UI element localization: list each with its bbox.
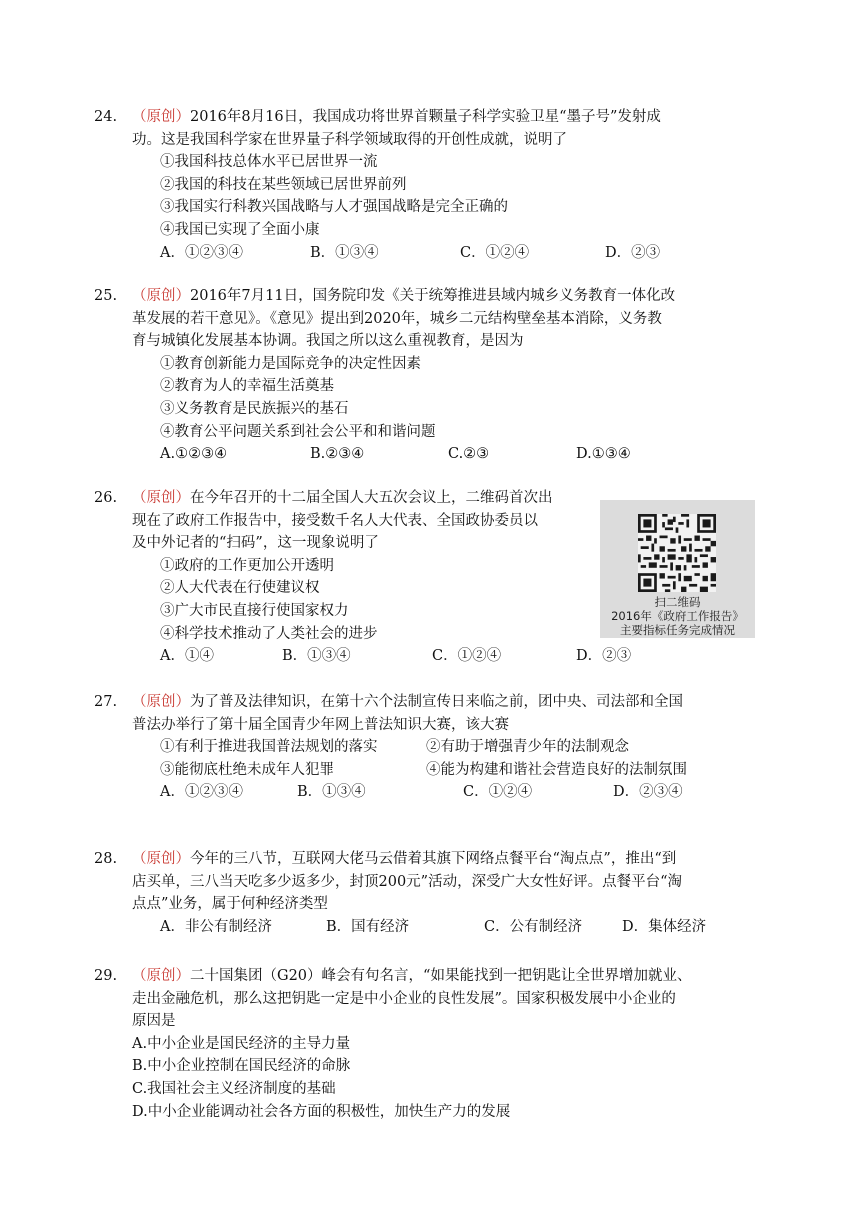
statement-item: ④教育公平问题关系到社会公平和和谐问题 (160, 423, 436, 440)
statement-item: ①有利于推进我国普法规划的落实 (160, 739, 378, 756)
statement-item: ②教育为人的幸福生活奠基 (160, 378, 334, 395)
qr-caption-line-3: 主要指标任务完成情况 (620, 623, 735, 637)
option-a: A．非公有制经济 (160, 918, 272, 935)
choice-d: D.中小企业能调动社会各方面的积极性，加快生产力的发展 (132, 1103, 511, 1120)
question-stem-line (94, 965, 742, 988)
stem-text: 普法办举行了第十届全国青少年网上普法知识大赛，该大赛 (132, 716, 509, 733)
original-tag: （原创） (132, 968, 190, 984)
question-27 (94, 691, 742, 804)
stem-text: 走出金融危机，那么这把钥匙一定是中小企业的良性发展”。国家积极发展中小企业的 (132, 990, 676, 1007)
statement-item: ③义务教育是民族振兴的基石 (160, 400, 349, 417)
qr-caption-line-1: 扫二维码 (654, 595, 701, 609)
stem-text: 现在了政府工作报告中，接受数千名人大代表、全国政协委员以 (132, 512, 538, 529)
statement-item: ③能彻底杜绝未成年人犯罪 (160, 761, 334, 778)
option-c: C．①②④ (463, 784, 533, 801)
statement-item: ①政府的工作更加公开透明 (160, 557, 334, 574)
original-tag: （原创） (132, 851, 190, 867)
option-a: A．①④ (160, 648, 214, 665)
option-c: C.②③ (448, 446, 490, 463)
stem-text: 店买单，三八当天吃多少返多少，封顶200元”活动，深受广大女性好评。点餐平台“淘 (132, 873, 682, 890)
question-24 (94, 106, 742, 264)
stem-text: 功。这是我国科学家在世界量子科学领域取得的开创性成就，说明了 (132, 131, 567, 148)
option-c: C．①②④ (432, 648, 502, 665)
statement-item: ③我国实行科教兴国战略与人才强国战略是完全正确的 (160, 199, 508, 216)
stem-text: 今年的三八节，互联网大佬马云借着其旗下网络点餐平台“淘点点”，推出“到 (190, 851, 677, 867)
question-25 (94, 285, 742, 466)
statement-item: ④科学技术推动了人类社会的进步 (160, 625, 378, 642)
option-a: A．①②③④ (160, 784, 243, 801)
answer-options (132, 443, 742, 466)
option-b: B.②③④ (310, 446, 365, 463)
statement-item: ①教育创新能力是国际竞争的决定性因素 (160, 355, 421, 372)
option-b: B．国有经济 (326, 918, 410, 935)
option-c: C．公有制经济 (484, 918, 583, 935)
stem-text: 为了普及法律知识，在第十六个法制宣传日来临之前，团中央、司法部和全国 (190, 694, 683, 710)
statement-item: ②我国的科技在某些领域已居世界前列 (160, 176, 407, 193)
option-d: D．②③ (576, 648, 632, 665)
option-a: A.①②③④ (160, 446, 228, 463)
stem-text: 二十国集团（G20）峰会有句名言，“如果能找到一把钥匙让全世界增加就业、 (190, 968, 692, 984)
statement-item: ①我国科技总体水平已居世界一流 (160, 154, 378, 171)
option-b: B．①③④ (310, 244, 379, 261)
stem-text: 在今年召开的十二届全国人大五次会议上，二维码首次出 (190, 490, 553, 506)
stem-text: 2016年7月11日，国务院印发《关于统筹推进县域内城乡义务教育一体化改 (190, 288, 676, 304)
statement-row (132, 759, 742, 782)
question-28 (94, 848, 742, 938)
option-d: D．②③ (605, 244, 661, 261)
original-tag: （原创） (132, 109, 190, 125)
option-b: B．①③④ (297, 784, 366, 801)
qr-code-image (600, 500, 755, 638)
choice-a: A.中小企业是国民经济的主导力量 (132, 1035, 351, 1052)
answer-options (132, 781, 742, 804)
answer-options (132, 645, 742, 668)
stem-text: 育与城镇化发展基本协调。我国之所以这么重视教育，是因为 (132, 333, 524, 350)
choice-c: C.我国社会主义经济制度的基础 (132, 1080, 336, 1097)
statement-row (132, 736, 742, 759)
option-d: D.①③④ (576, 446, 631, 463)
question-stem-line (94, 691, 742, 714)
question-stem-line (94, 848, 742, 871)
question-stem-line (94, 285, 742, 308)
qr-caption-line-2: 2016年《政府工作报告》 (611, 609, 744, 623)
question-number: 24. (94, 109, 118, 125)
question-number: 26. (94, 490, 118, 506)
option-d: D．②③④ (613, 784, 683, 801)
stem-text: 原因是 (132, 1013, 176, 1030)
statement-item: ②人大代表在行使建议权 (160, 580, 320, 597)
question-number: 25. (94, 288, 118, 304)
option-b: B．①③④ (282, 648, 351, 665)
original-tag: （原创） (132, 490, 190, 506)
original-tag: （原创） (132, 694, 190, 710)
statement-item: ②有助于增强青少年的法制观念 (426, 739, 629, 756)
stem-text: 2016年8月16日，我国成功将世界首颗量子科学实验卫星“墨子号”发射成 (190, 109, 661, 125)
original-tag: （原创） (132, 288, 190, 304)
question-number: 29. (94, 968, 118, 984)
option-c: C．①②④ (460, 244, 530, 261)
option-d: D．集体经济 (622, 918, 707, 935)
stem-text: 革发展的若干意见》。《意见》提出到2020年，城乡二元结构壁垒基本消除，义务教 (132, 310, 662, 327)
statement-item: ④能为构建和谐社会营造良好的法制氛围 (426, 761, 687, 778)
statement-item: ③广大市民直接行使国家权力 (160, 602, 349, 619)
choice-b: B.中小企业控制在国民经济的命脉 (132, 1058, 351, 1075)
question-number: 27. (94, 694, 118, 710)
answer-options (132, 242, 742, 265)
question-stem-line (94, 106, 742, 129)
stem-text: 及中外记者的“扫码”，这一现象说明了 (132, 535, 379, 552)
stem-text: 点点”业务，属于何种经济类型 (132, 896, 328, 913)
statement-item: ④我国已实现了全面小康 (160, 221, 320, 238)
question-number: 28. (94, 851, 118, 867)
option-a: A．①②③④ (160, 244, 243, 261)
answer-options (132, 916, 742, 939)
qr-code-icon (638, 514, 716, 592)
question-29 (94, 965, 742, 1123)
